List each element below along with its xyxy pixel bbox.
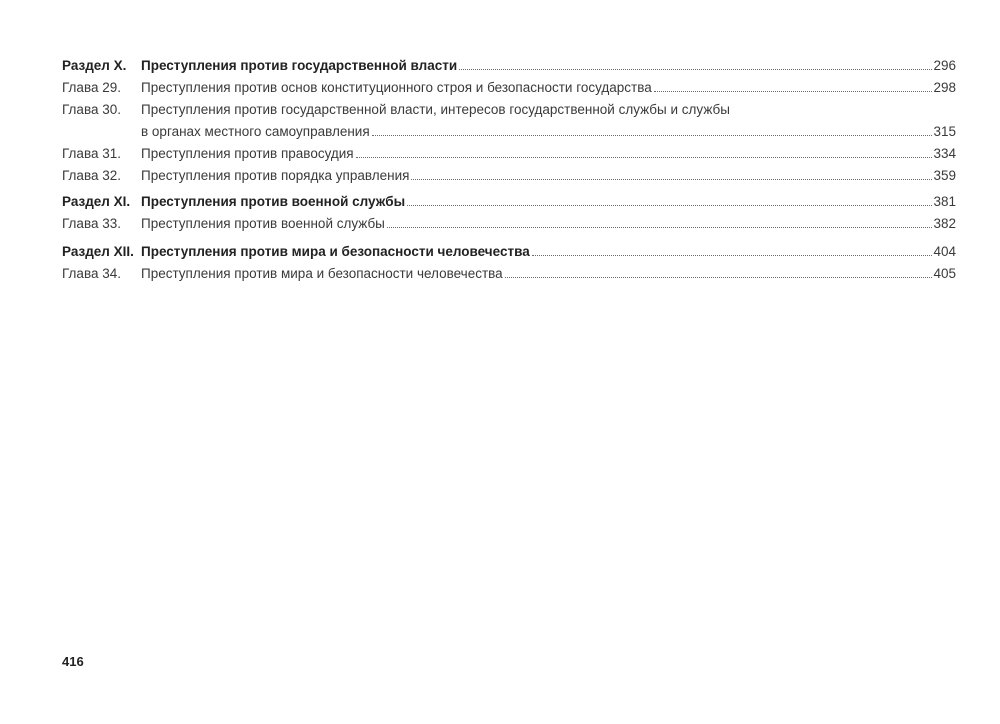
toc-page: 315 [933, 124, 956, 139]
toc-page: 405 [933, 266, 956, 281]
toc-page: 296 [933, 58, 956, 73]
toc-title: Преступления против мира и безопасности человечества [141, 244, 530, 259]
toc-label: Глава 34. [62, 266, 121, 281]
toc-page: 381 [933, 194, 956, 209]
toc-chapter-32 [62, 165, 956, 187]
dot-leader [372, 134, 933, 136]
toc-title: Преступления против основ конституционного строя и безопасности государства [141, 80, 652, 95]
toc-title: Преступления против мира и безопасности человечества [141, 266, 503, 281]
toc-title: Преступления против военной службы [141, 216, 385, 231]
toc-label: Раздел X. [62, 58, 127, 73]
dot-leader [407, 204, 932, 206]
toc-label: Глава 32. [62, 168, 121, 183]
toc-page: 382 [933, 216, 956, 231]
toc-title: Преступления против военной службы [141, 194, 406, 209]
toc-label: Глава 33. [62, 216, 121, 231]
toc-section-xi [62, 191, 956, 213]
dot-leader [411, 178, 932, 180]
toc-section-x [62, 55, 956, 77]
toc-chapter-30 [62, 99, 956, 143]
toc-title: Преступления против государственной власти [141, 58, 458, 73]
toc-title-line1: Преступления против государственной власти, интересов государственной службы и службы [141, 102, 730, 117]
dot-leader [459, 68, 932, 70]
toc-title-line2: в органах местного самоуправления [141, 124, 370, 139]
toc-section-xii [62, 241, 956, 263]
dot-leader [654, 90, 933, 92]
toc-page: 334 [933, 146, 956, 161]
dot-leader [532, 254, 933, 256]
toc-chapter-34 [62, 263, 956, 285]
toc-title: Преступления против порядка управления [141, 168, 410, 183]
page-number: 416 [62, 654, 84, 669]
dot-leader [356, 156, 933, 158]
toc-chapter-33 [62, 213, 956, 235]
toc-chapter-31 [62, 143, 956, 165]
toc-label: Раздел XII. [62, 244, 134, 259]
toc-page: 359 [933, 168, 956, 183]
dot-leader [387, 226, 933, 228]
dot-leader [505, 276, 933, 278]
toc-chapter-29 [62, 77, 956, 99]
toc-label: Глава 29. [62, 80, 121, 95]
toc-title: Преступления против правосудия [141, 146, 354, 161]
toc-page: 298 [933, 80, 956, 95]
toc-label: Глава 31. [62, 146, 121, 161]
toc-label: Глава 30. [62, 102, 121, 117]
toc-page: 404 [933, 244, 956, 259]
table-of-contents [62, 55, 956, 285]
toc-label: Раздел XI. [62, 194, 131, 209]
